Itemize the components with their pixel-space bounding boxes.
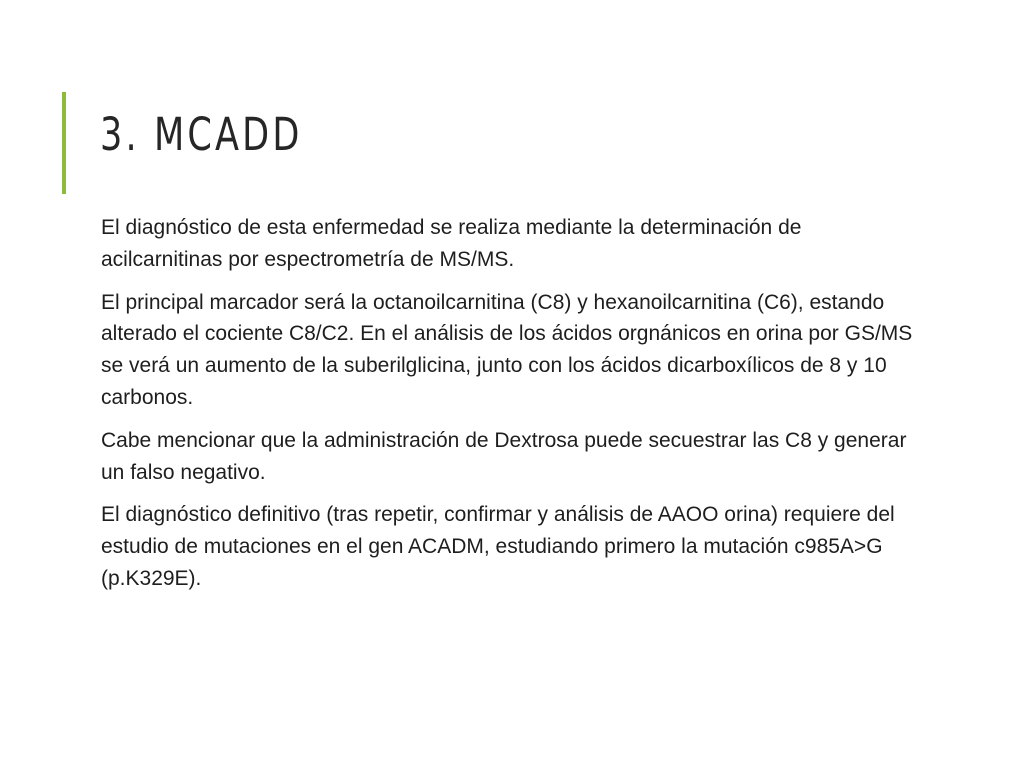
paragraph-diagnosis-method: El diagnóstico de esta enfermedad se realiza mediante la determinación de acilcarnitinas por espectrometría de MS/MS. <box>101 216 802 271</box>
paragraph-definitive-diagnosis: El diagnóstico definitivo (tras repetir, confirmar y análisis de AAOO orina) requiere del estudio de mutaciones en el gen ACADM, estudiando primero la mutación c985A>G (p.K329E). <box>101 503 895 590</box>
slide-body <box>101 212 916 606</box>
paragraph-dextrose-note: Cabe mencionar que la administración de Dextrosa puede secuestrar las C8 y generar un falso negativo. <box>101 428 907 484</box>
title-accent-bar <box>62 92 66 194</box>
paragraph-main-marker: El principal marcador será la octanoilcarnitina (C8) y hexanoilcarnitina (C6), estando alterado el cociente C8/C2. En el análisis de los ácidos orgnánicos en orina por GS/MS se verá un aumento de la suberilglicina, junto con los ácidos dicarboxílicos de 8 y 10 carbonos. <box>101 290 913 409</box>
slide-title: 3. MCADD <box>100 108 303 161</box>
